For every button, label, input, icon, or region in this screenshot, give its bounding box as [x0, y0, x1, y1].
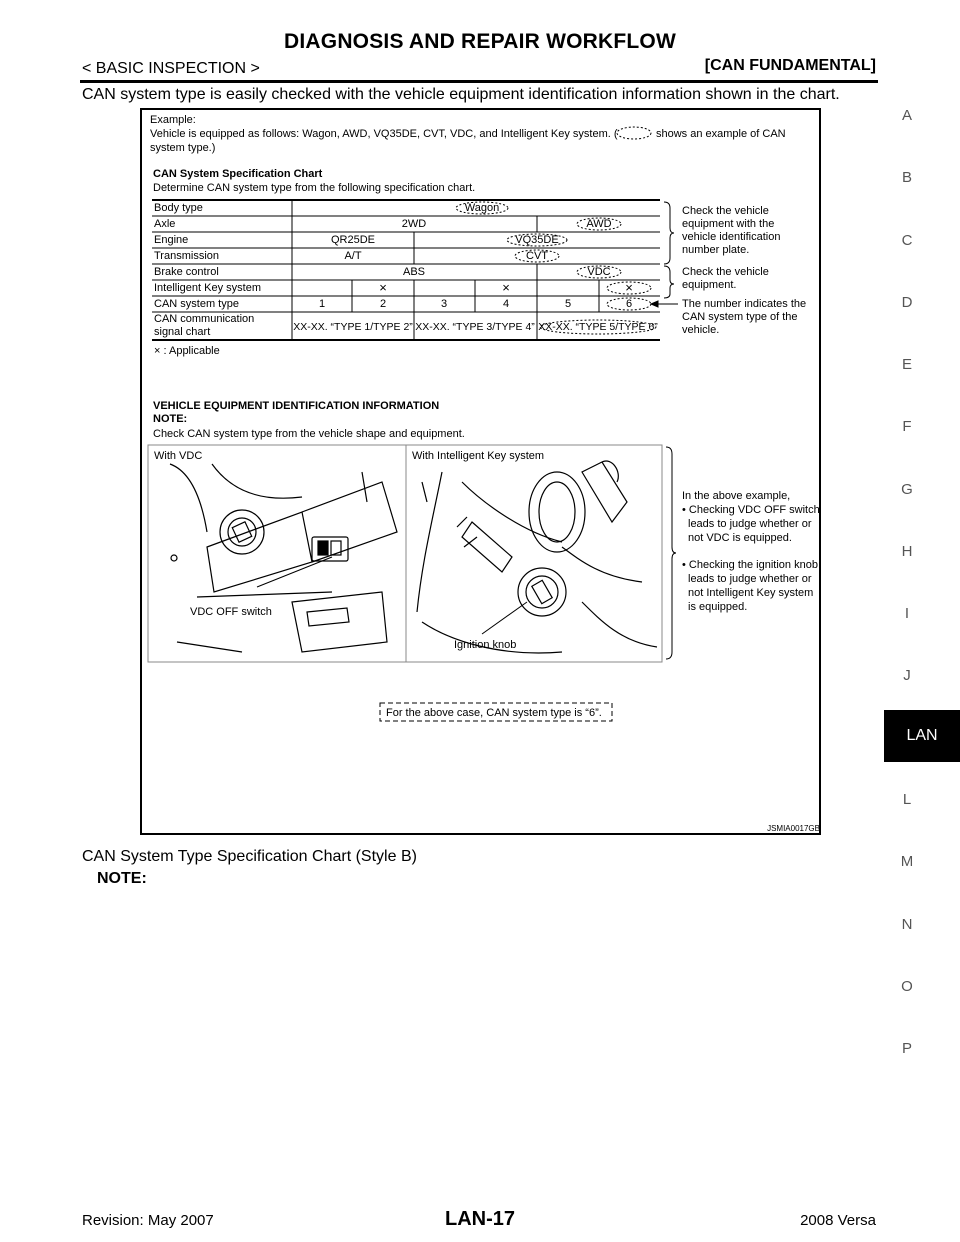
category-label: [CAN FUNDAMENTAL]	[704, 57, 876, 74]
note-number-2: CAN system type of the	[682, 311, 798, 323]
example-note-6: leads to judge whether or	[688, 573, 812, 585]
applicable-legend: × : Applicable	[154, 345, 220, 357]
figure-frame	[140, 108, 821, 835]
side-index-f[interactable]: F	[902, 418, 912, 435]
note-heading: NOTE:	[97, 870, 147, 887]
example-note-8: is equipped.	[688, 601, 748, 613]
cell-vq35de: VQ35DE	[515, 234, 559, 246]
figure-caption: CAN System Type Specification Chart (Style B)	[82, 848, 417, 865]
cell-cvt: CVT	[526, 250, 548, 262]
example-line1: Vehicle is equipped as follows: Wagon, AWD, VQ35DE, CVT, VDC, and Intelligent Key system. (	[150, 128, 618, 140]
example-label: Example:	[150, 114, 196, 126]
example-note-5: • Checking the ignition knob	[682, 559, 818, 571]
cell-abs: ABS	[402, 266, 426, 278]
row-label-body-type: Body type	[154, 202, 203, 214]
side-index-j[interactable]: J	[903, 667, 911, 684]
note-number-1: The number indicates the	[682, 298, 807, 310]
note-check-5: Check the vehicle	[682, 266, 769, 278]
cell-ikey-mark-6: ×	[625, 280, 633, 295]
chart-title: CAN System Specification Chart	[153, 168, 323, 180]
note-check-6: equipment.	[682, 279, 737, 291]
example-line2: system type.)	[150, 142, 216, 154]
cell-type-6: 6	[625, 298, 633, 310]
vei-note: NOTE:	[153, 413, 188, 425]
cell-vdc: VDC	[587, 266, 611, 278]
side-index-c[interactable]: C	[901, 232, 913, 249]
ikey-illustration	[417, 461, 657, 653]
row-label-engine: Engine	[154, 234, 189, 246]
can-spec-figure	[142, 110, 819, 833]
example-note-2: • Checking VDC OFF switch	[682, 504, 819, 516]
cell-awd: AWD	[586, 218, 612, 230]
example-highlights	[456, 202, 656, 334]
model-label: 2008 Versa	[800, 1212, 876, 1229]
cell-type-2: 2	[379, 298, 387, 310]
page-title: DIAGNOSIS AND REPAIR WORKFLOW	[284, 30, 676, 53]
side-index-i[interactable]: I	[904, 605, 910, 622]
side-index-a[interactable]: A	[901, 107, 912, 124]
chart-subtitle: Determine CAN system type from the following specification chart.	[153, 182, 476, 194]
dashed-marker-icon	[617, 127, 651, 139]
side-index-o[interactable]: O	[901, 978, 913, 995]
side-index-m[interactable]: M	[900, 853, 914, 870]
cell-type-1: 1	[318, 298, 326, 310]
example-line1-end: shows an example of CAN	[656, 128, 786, 140]
example-note-4: not VDC is equipped.	[688, 532, 792, 544]
cell-2wd: 2WD	[401, 218, 427, 230]
vdc-switch-label: VDC OFF switch	[190, 606, 272, 618]
note-check-2: equipment with the	[682, 218, 775, 230]
row-label-comm-2: signal chart	[154, 326, 211, 338]
row-label-cantype: CAN system type	[154, 298, 239, 310]
row-label-axle: Axle	[154, 218, 176, 230]
cell-comm-12: XX-XX. “TYPE 1/TYPE 2”	[293, 321, 413, 333]
side-index-n[interactable]: N	[901, 916, 913, 933]
side-index-e[interactable]: E	[901, 356, 912, 373]
row-label-brake: Brake control	[154, 266, 219, 278]
vei-text: Check CAN system type from the vehicle shape and equipment.	[153, 428, 465, 440]
cell-type-5: 5	[564, 298, 572, 310]
header-rule	[80, 80, 878, 83]
page-number: LAN-17	[444, 1208, 515, 1230]
side-index-d[interactable]: D	[901, 294, 913, 311]
panel-ikey-title: With Intelligent Key system	[412, 450, 545, 462]
side-index-lan-active[interactable]: LAN	[884, 710, 960, 762]
cell-ikey-mark-4: ×	[502, 280, 510, 295]
side-index-b[interactable]: B	[901, 169, 912, 186]
cell-type-3: 3	[440, 298, 448, 310]
note-check-1: Check the vehicle	[682, 205, 769, 217]
figure-id: JSMIA0017GB	[767, 824, 819, 833]
note-number-3: vehicle.	[682, 324, 720, 336]
note-check-3: vehicle identification	[682, 231, 781, 243]
note-check-4: number plate.	[682, 244, 750, 256]
vei-title: VEHICLE EQUIPMENT IDENTIFICATION INFORMATION	[153, 400, 440, 412]
example-brace	[666, 447, 676, 659]
side-index-g[interactable]: G	[901, 481, 913, 498]
cell-wagon: Wagon	[464, 202, 500, 214]
cell-ikey-mark-2: ×	[379, 280, 387, 295]
side-index-l[interactable]: L	[902, 791, 912, 808]
ignition-knob-label: Ignition knob	[454, 639, 517, 651]
right-braces	[651, 202, 678, 307]
cell-at: A/T	[344, 250, 362, 262]
row-label-transmission: Transmission	[154, 250, 219, 262]
row-label-ikey: Intelligent Key system	[154, 282, 261, 294]
section-label: < BASIC INSPECTION >	[82, 60, 260, 77]
example-note-7: not Intelligent Key system	[688, 587, 814, 599]
panel-vdc-title: With VDC	[154, 450, 203, 462]
side-index-p[interactable]: P	[901, 1040, 912, 1057]
vdc-illustration	[170, 464, 397, 652]
cell-comm-56: XX-XX. “TYPE 5/TYPE 6”	[538, 321, 658, 333]
row-label-comm-1: CAN communication	[154, 313, 255, 325]
revision-label: Revision: May 2007	[82, 1212, 214, 1229]
side-index-h[interactable]: H	[901, 543, 913, 560]
conclusion-text: For the above case, CAN system type is “6”.	[386, 707, 602, 719]
intro-text: CAN system type is easily checked with the vehicle equipment identification information shown in the chart.	[82, 86, 840, 103]
cell-qr25de: QR25DE	[330, 234, 376, 246]
example-note-1: In the above example,	[682, 490, 791, 502]
example-note-3: leads to judge whether or	[688, 518, 812, 530]
cell-comm-34: XX-XX. “TYPE 3/TYPE 4”	[415, 321, 535, 333]
cell-type-4: 4	[502, 298, 510, 310]
